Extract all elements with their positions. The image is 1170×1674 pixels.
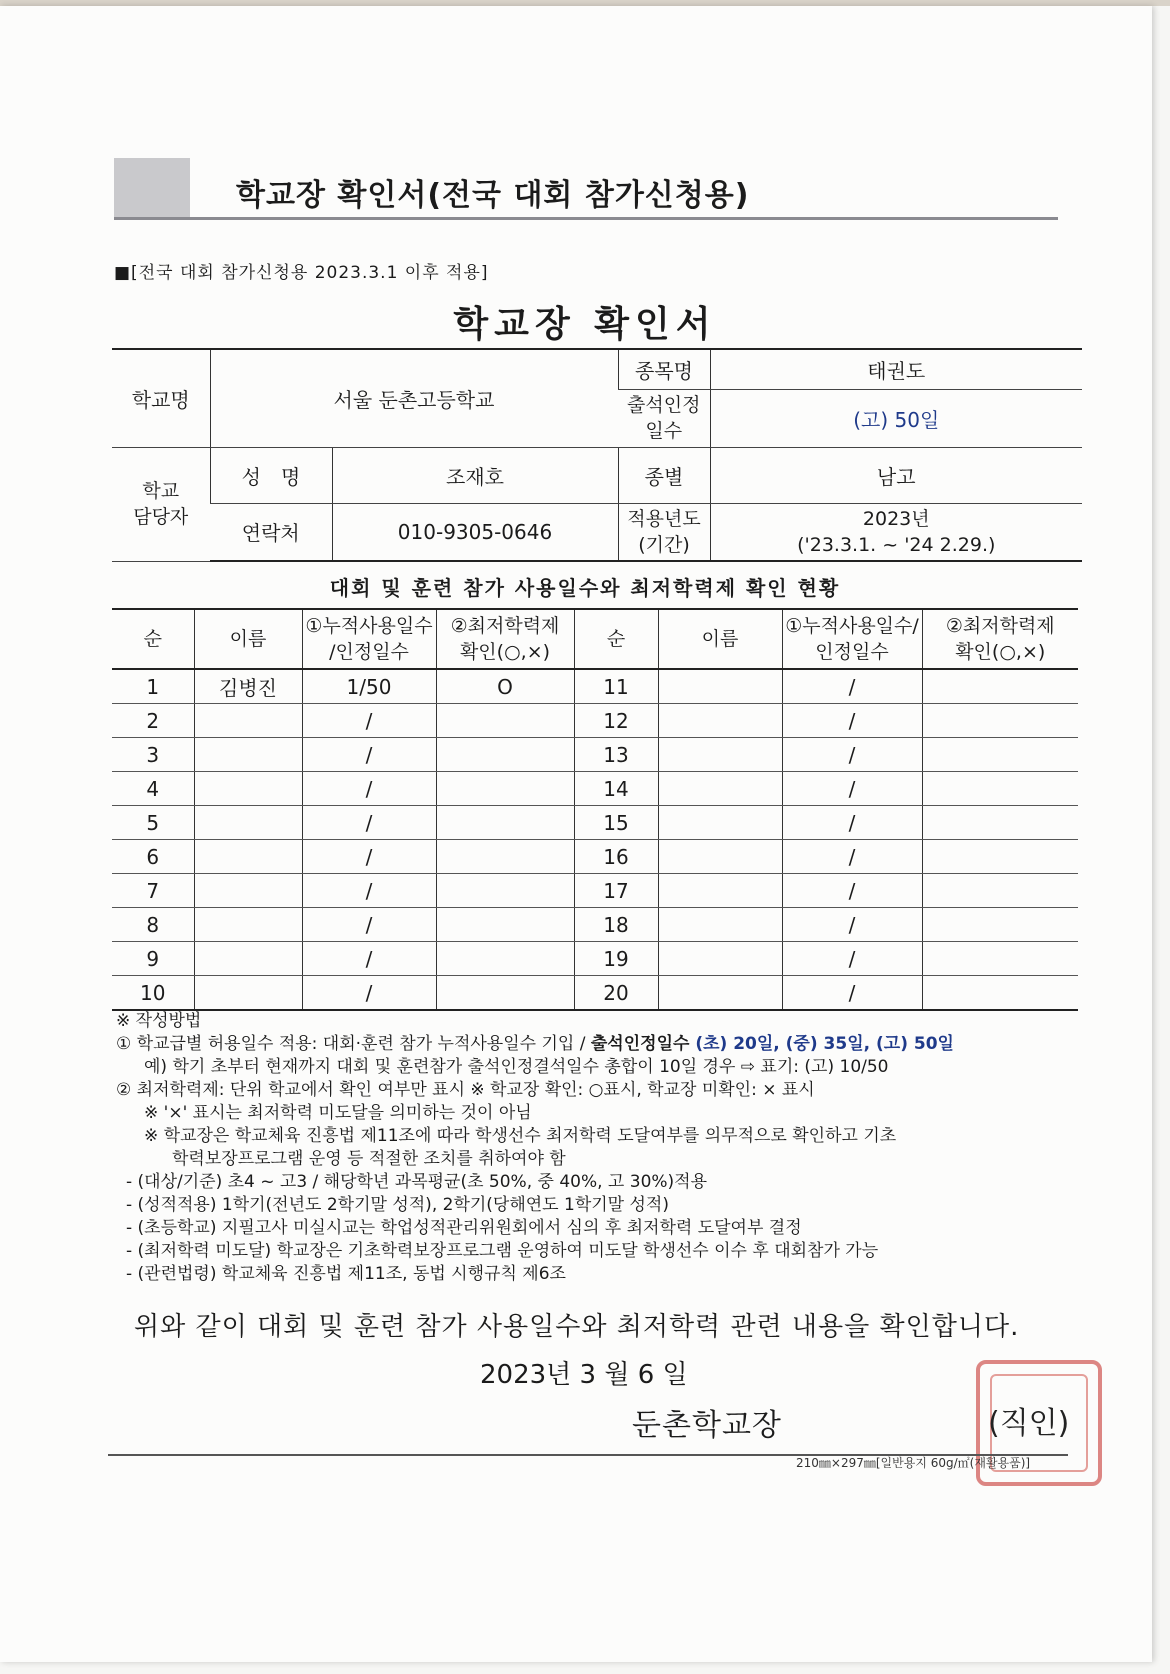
row-no-left: 3 [112, 738, 194, 772]
row-min-left [436, 976, 574, 1011]
row-days-left: / [302, 772, 436, 806]
signer-name: 둔촌학교장 [632, 1408, 782, 1443]
sport-value: 태권도 [710, 349, 1082, 389]
col-days-left-line1: ①누적사용일수 [305, 615, 433, 637]
row-days-left: 1/50 [302, 669, 436, 704]
row-min-right [922, 908, 1078, 942]
paper-spec: 210㎜×297㎜[일반용지 60g/㎡(재활용품)] [796, 1456, 1031, 1470]
row-min-left [436, 908, 574, 942]
detail-1: - (대상/기준) 초4 ~ 고3 / 해당학년 과목평균(초 50%, 중 40%, 고 30%)적용 [126, 1172, 708, 1192]
manager-label-line1: 학교 [142, 480, 180, 502]
seal-label: (직인) [988, 1406, 1070, 1441]
row-min-right [922, 840, 1078, 874]
row-days-right: / [782, 704, 922, 738]
row-no-right: 19 [574, 942, 658, 976]
row-min-left [436, 738, 574, 772]
main-title: 학교장 확인서 [453, 304, 717, 345]
school-label: 학교명 [112, 349, 210, 447]
row-no-right: 11 [574, 669, 658, 704]
col-no-right: 순 [574, 609, 658, 669]
row-days-left: / [302, 704, 436, 738]
row-no-right: 14 [574, 772, 658, 806]
table-row [112, 806, 1078, 840]
manager-label-line2: 담당자 [133, 506, 189, 528]
col-min-right [922, 609, 1078, 669]
row-name-right [658, 976, 782, 1011]
note-2-c: 학력보장프로그램 운영 등 적절한 조치를 취하여야 함 [172, 1149, 566, 1169]
col-days-left [302, 609, 436, 669]
row-no-right: 16 [574, 840, 658, 874]
table-row [112, 738, 1078, 772]
col-min-left [436, 609, 574, 669]
row-days-right: / [782, 840, 922, 874]
document-header-title: 학교장 확인서(전국 대회 참가신청용) [236, 178, 750, 213]
row-name-right [658, 806, 782, 840]
row-name-right [658, 704, 782, 738]
col-days-right-line1: ①누적사용일수/ [785, 615, 919, 637]
table-row [112, 704, 1078, 738]
sport-label: 종목명 [618, 349, 710, 389]
row-no-right: 12 [574, 704, 658, 738]
year-label-line2: (기간) [638, 533, 690, 556]
row-min-left [436, 806, 574, 840]
row-no-left: 10 [112, 976, 194, 1011]
info-table [112, 348, 1082, 562]
note-2-a: ※ '×' 표시는 최저학력 미도달을 의미하는 것이 아님 [144, 1103, 532, 1123]
year-value [710, 503, 1082, 561]
row-no-left: 7 [112, 874, 194, 908]
row-days-right: / [782, 669, 922, 704]
gender-label: 종별 [618, 447, 710, 503]
attend-value: (고) 50일 [710, 389, 1082, 447]
row-name-left [194, 738, 302, 772]
row-days-left: / [302, 908, 436, 942]
note-1-attend: 출석인정일수 [590, 1034, 696, 1054]
row-min-right [922, 669, 1078, 704]
row-min-left [436, 840, 574, 874]
row-no-left: 5 [112, 806, 194, 840]
row-min-right [922, 704, 1078, 738]
row-days-right: / [782, 942, 922, 976]
row-days-left: / [302, 942, 436, 976]
col-days-left-line2: /인정일수 [329, 641, 409, 663]
row-name-right [658, 840, 782, 874]
notes-heading: ※ 작성방법 [116, 1011, 202, 1031]
note-1-text: ① 학교급별 허용일수 적용: 대회·훈련 참가 누적사용일수 기입 / [116, 1034, 591, 1054]
row-days-left: / [302, 976, 436, 1011]
row-name-right [658, 738, 782, 772]
table-row [112, 976, 1078, 1011]
year-label-line1: 적용년도 [627, 507, 701, 530]
row-name-right [658, 669, 782, 704]
attend-label-line2: 일수 [645, 420, 683, 442]
row-days-right: / [782, 908, 922, 942]
apply-note: ■[전국 대회 참가신청용 2023.3.1 이후 적용] [114, 263, 489, 283]
section-title: 대회 및 훈련 참가 사용일수와 최저학력제 확인 현황 [329, 576, 841, 600]
row-days-right: / [782, 874, 922, 908]
row-no-left: 2 [112, 704, 194, 738]
col-days-right [782, 609, 922, 669]
row-days-left: / [302, 806, 436, 840]
name-value: 조재호 [332, 447, 618, 503]
note-1-days: (초) 20일, (중) 35일, (고) 50일 [695, 1034, 954, 1054]
detail-2: - (성적적용) 1학기(전년도 2학기말 성적), 2학기(당해연도 1학기말 성적) [126, 1195, 669, 1215]
row-min-left [436, 772, 574, 806]
row-min-right [922, 942, 1078, 976]
manager-label [112, 447, 210, 561]
confirm-statement: 위와 같이 대회 및 훈련 참가 사용일수와 최저학력 관련 내용을 확인합니다. [134, 1312, 1020, 1342]
row-name-right [658, 942, 782, 976]
row-min-right [922, 874, 1078, 908]
usage-table [112, 608, 1078, 1011]
col-min-right-line2: 확인(○,×) [955, 641, 1046, 663]
col-name-left: 이름 [194, 609, 302, 669]
table-row [112, 772, 1078, 806]
row-no-right: 18 [574, 908, 658, 942]
gender-value: 남고 [710, 447, 1082, 503]
col-min-left-line2: 확인(○,×) [459, 641, 551, 663]
row-name-left [194, 840, 302, 874]
row-days-right: / [782, 806, 922, 840]
row-days-right: / [782, 738, 922, 772]
row-name-left: 김병진 [194, 669, 302, 704]
row-name-right [658, 908, 782, 942]
header-rule [114, 217, 1058, 220]
table-row [112, 840, 1078, 874]
row-days-left: / [302, 840, 436, 874]
note-1-example: 예) 학기 초부터 현재까지 대회 및 훈련참가 출석인정결석일수 총합이 10일 경우 ⇨ 표기: (고) 10/50 [144, 1057, 889, 1077]
detail-3: - (초등학교) 지필고사 미실시교는 학업성적관리위원회에서 심의 후 최저학력 도달여부 결정 [126, 1218, 802, 1238]
detail-5: - (관련법령) 학교체육 진흥법 제11조, 동법 시행규칙 제6조 [126, 1264, 566, 1284]
name-label: 성 명 [210, 447, 332, 503]
attend-label [618, 389, 710, 447]
row-no-left: 9 [112, 942, 194, 976]
table-row [112, 908, 1078, 942]
row-name-left [194, 942, 302, 976]
row-days-right: / [782, 772, 922, 806]
note-2: ② 최저학력제: 단위 학교에서 확인 여부만 표시 ※ 학교장 확인: ○표시, 학교장 미확인: × 표시 [116, 1080, 815, 1100]
header-gray-block [114, 158, 190, 218]
row-name-left [194, 976, 302, 1011]
detail-4: - (최저학력 미도달) 학교장은 기초학력보장프로그램 운영하여 미도달 학생선수 이수 후 대회참가 가능 [126, 1241, 879, 1261]
issue-date: 2023년 3 월 6 일 [480, 1360, 688, 1390]
row-no-left: 4 [112, 772, 194, 806]
table-row [112, 669, 1078, 704]
contact-label: 연락처 [210, 503, 332, 561]
year-value-line2: ('23.3.1. ~ '24 2.29.) [797, 533, 996, 556]
year-value-line1: 2023년 [862, 507, 930, 530]
row-min-right [922, 806, 1078, 840]
writing-notes [116, 1010, 1076, 1286]
note-2-b: ※ 학교장은 학교체육 진흥법 제11조에 따라 학생선수 최저학력 도달여부를 의무적으로 확인하고 기초 [144, 1126, 897, 1146]
row-no-left: 1 [112, 669, 194, 704]
row-name-left [194, 704, 302, 738]
row-no-left: 6 [112, 840, 194, 874]
row-min-left [436, 942, 574, 976]
row-no-left: 8 [112, 908, 194, 942]
attend-label-line1: 출석인정 [627, 394, 701, 416]
col-min-right-line1: ②최저학력제 [945, 615, 1055, 637]
row-min-right [922, 772, 1078, 806]
col-min-left-line1: ②최저학력제 [450, 615, 560, 637]
row-days-left: / [302, 874, 436, 908]
contact-value: 010-9305-0646 [332, 503, 618, 561]
row-min-left [436, 704, 574, 738]
row-name-right [658, 874, 782, 908]
row-name-left [194, 874, 302, 908]
row-name-left [194, 772, 302, 806]
row-no-right: 17 [574, 874, 658, 908]
row-min-left [436, 874, 574, 908]
note-1 [116, 1033, 1076, 1056]
row-min-right [922, 738, 1078, 772]
row-min-right [922, 976, 1078, 1011]
row-min-left: O [436, 669, 574, 704]
year-label [618, 503, 710, 561]
row-name-left [194, 908, 302, 942]
row-days-left: / [302, 738, 436, 772]
col-name-right: 이름 [658, 609, 782, 669]
col-days-right-line2: 인정일수 [815, 641, 889, 663]
row-days-right: / [782, 976, 922, 1011]
school-value: 서울 둔촌고등학교 [210, 349, 618, 447]
col-no-left: 순 [112, 609, 194, 669]
row-name-right [658, 772, 782, 806]
table-row [112, 942, 1078, 976]
table-row [112, 874, 1078, 908]
row-no-right: 13 [574, 738, 658, 772]
row-name-left [194, 806, 302, 840]
row-no-right: 15 [574, 806, 658, 840]
row-no-right: 20 [574, 976, 658, 1011]
